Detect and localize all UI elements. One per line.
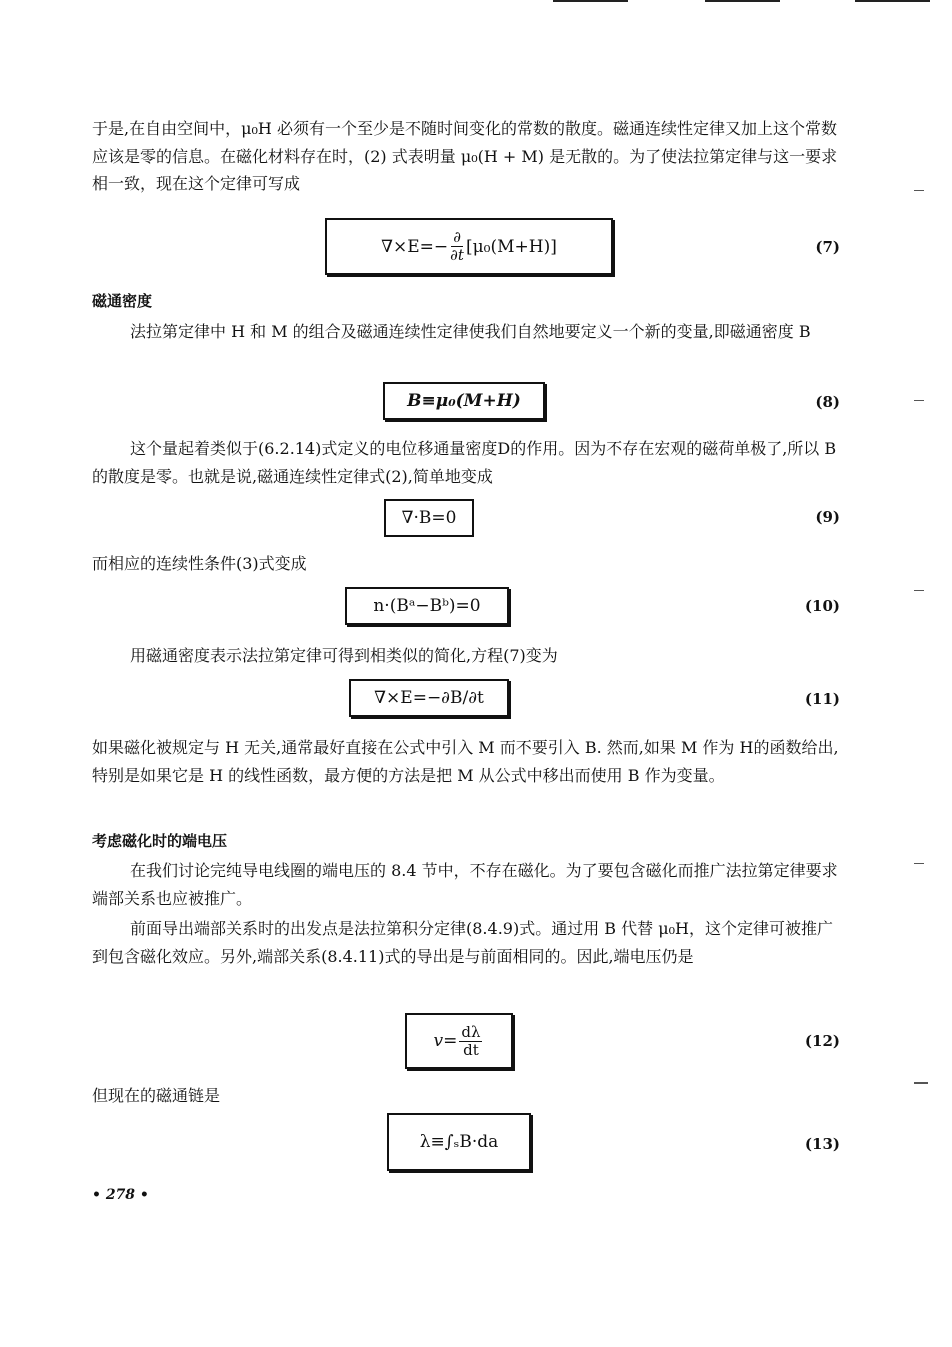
margin-tick (914, 590, 924, 591)
equation-10-label: (10) (804, 597, 840, 615)
equation-8: B≡μ₀(M+H) (383, 382, 545, 420)
equation-7-numerator: ∂ (453, 228, 461, 246)
margin-tick (914, 863, 924, 864)
equation-7-lhs: ∇×E=− (381, 236, 449, 257)
equation-12-denominator: dt (463, 1040, 479, 1059)
margin-tick (914, 1082, 928, 1084)
paragraph-7: 在我们讨论完纯导电线圈的端电压的 8.4 节中，不存在磁化。为了要包含磁化而推广法拉第定律要求端部关系也应被推广。 (92, 861, 838, 908)
equation-13-label: (13) (804, 1135, 840, 1153)
equation-9-label: (9) (815, 508, 840, 526)
equation-7-denominator: ∂t (450, 246, 464, 264)
paragraph-9: 但现在的磁通链是 (92, 1086, 221, 1105)
equation-12-numerator: dλ (461, 1022, 481, 1041)
equation-7-label: (7) (815, 238, 840, 256)
paragraph-8: 前面导出端部关系时的出发点是法拉第积分定律(8.4.9)式。通过用 B 代替 μ₀H，这个定律可被推广到包含磁化效应。另外,端部关系(8.4.11)式的导出是与前面相同的。因此,端电压仍是 (92, 919, 833, 966)
margin-tick (914, 400, 924, 401)
equation-13: λ≡∫ₛB·da (387, 1113, 531, 1171)
equation-11-label: (11) (804, 690, 840, 708)
equation-12-fraction (459, 1024, 482, 1059)
equation-7-rhs: [μ₀(M+H)] (465, 236, 557, 257)
equation-9: ∇·B=0 (384, 499, 474, 537)
section-heading-flux-density: 磁通密度 (92, 292, 153, 310)
page-number: • 278 • (92, 1187, 149, 1203)
paragraph-4: 而相应的连续性条件(3)式变成 (92, 554, 307, 573)
top-rule-2 (705, 0, 780, 2)
equation-12-label: (12) (804, 1032, 840, 1050)
equation-7 (325, 218, 613, 275)
equation-8-label: (8) (815, 393, 840, 411)
equation-11: ∇×E=−∂B/∂t (349, 679, 509, 717)
paragraph-2: 法拉第定律中 H 和 M 的组合及磁通连续性定律使我们自然地要定义一个新的变量,即磁通密度 B (130, 322, 811, 341)
equation-12 (405, 1013, 513, 1069)
equation-12-lhs: v= (433, 1031, 458, 1051)
equation-7-fraction (450, 229, 464, 264)
margin-tick (914, 190, 924, 191)
paragraph-6: 如果磁化被规定与 H 无关,通常最好直接在公式中引入 M 而不要引入 B. 然而,如果 M 作为 H的函数给出,特别是如果它是 H 的线性函数，最方便的方法是把 M 从公式中移出而使用 B 作为变量。 (92, 738, 839, 785)
paragraph-5: 用磁通密度表示法拉第定律可得到相类似的简化,方程(7)变为 (130, 646, 558, 665)
top-rule-1 (553, 0, 628, 2)
section-heading-terminal-voltage: 考虑磁化时的端电压 (92, 832, 228, 850)
paragraph-1: 于是,在自由空间中，μ₀H 必须有一个至少是不随时间变化的常数的散度。磁通连续性定律又加上这个常数应该是零的信息。在磁化材料存在时，(2) 式表明量 μ₀(H + M) 是无散的。为了使法拉第定律与这一要求相一致，现在这个定律可写成 (92, 119, 838, 193)
top-rule-3 (855, 0, 930, 2)
paragraph-3: 这个量起着类似于(6.2.14)式定义的电位移通量密度D的作用。因为不存在宏观的磁荷单极了,所以 B 的散度是零。也就是说,磁通连续性定律式(2),简单地变成 (92, 439, 837, 486)
equation-10: n·(Bᵃ−Bᵇ)=0 (345, 587, 509, 625)
